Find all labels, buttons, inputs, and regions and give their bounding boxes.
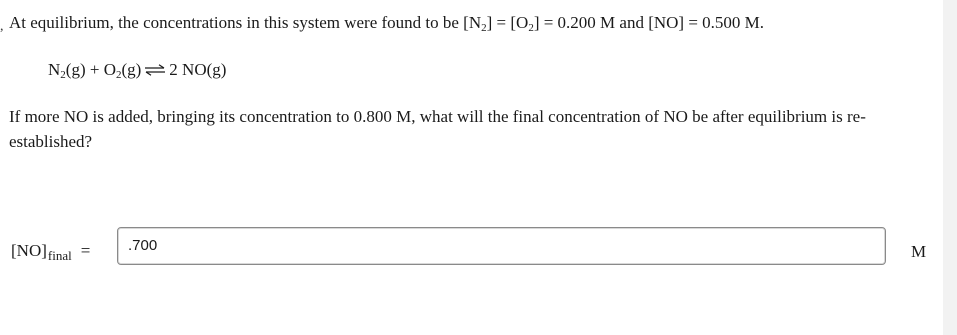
reactant-o2: (g) + O [65,60,116,79]
statement-part: ] = [O [486,13,529,32]
answer-label-subscript: final [47,248,72,263]
equals-sign: = [80,241,91,260]
stray-mark: , [0,19,4,34]
answer-label-main: [NO] [11,241,47,260]
reactant-state: (g) [121,60,142,79]
subscript: 2 [115,69,122,81]
subscript: 2 [481,22,487,34]
equilibrium-arrow-icon [143,61,167,81]
subscript: 2 [528,22,534,34]
subscript: 2 [60,69,66,81]
reaction-equation [48,60,226,81]
question-text: If more NO is added, bringing its concentration to 0.800 M, what will the final concentration of NO be after equilibrium is re-established? [9,107,866,151]
unit-label: M [911,242,927,261]
statement-part: At equilibrium, the concentrations in this system were found to be [N [9,13,482,32]
equilibrium-statement [9,13,764,33]
reactant-n2: N [48,60,61,79]
answer-input[interactable]: .700 [117,227,886,265]
product-no: 2 NO(g) [169,60,227,79]
statement-part: ] = 0.200 M and [NO] = 0.500 M. [533,13,765,32]
answer-label [11,241,90,264]
